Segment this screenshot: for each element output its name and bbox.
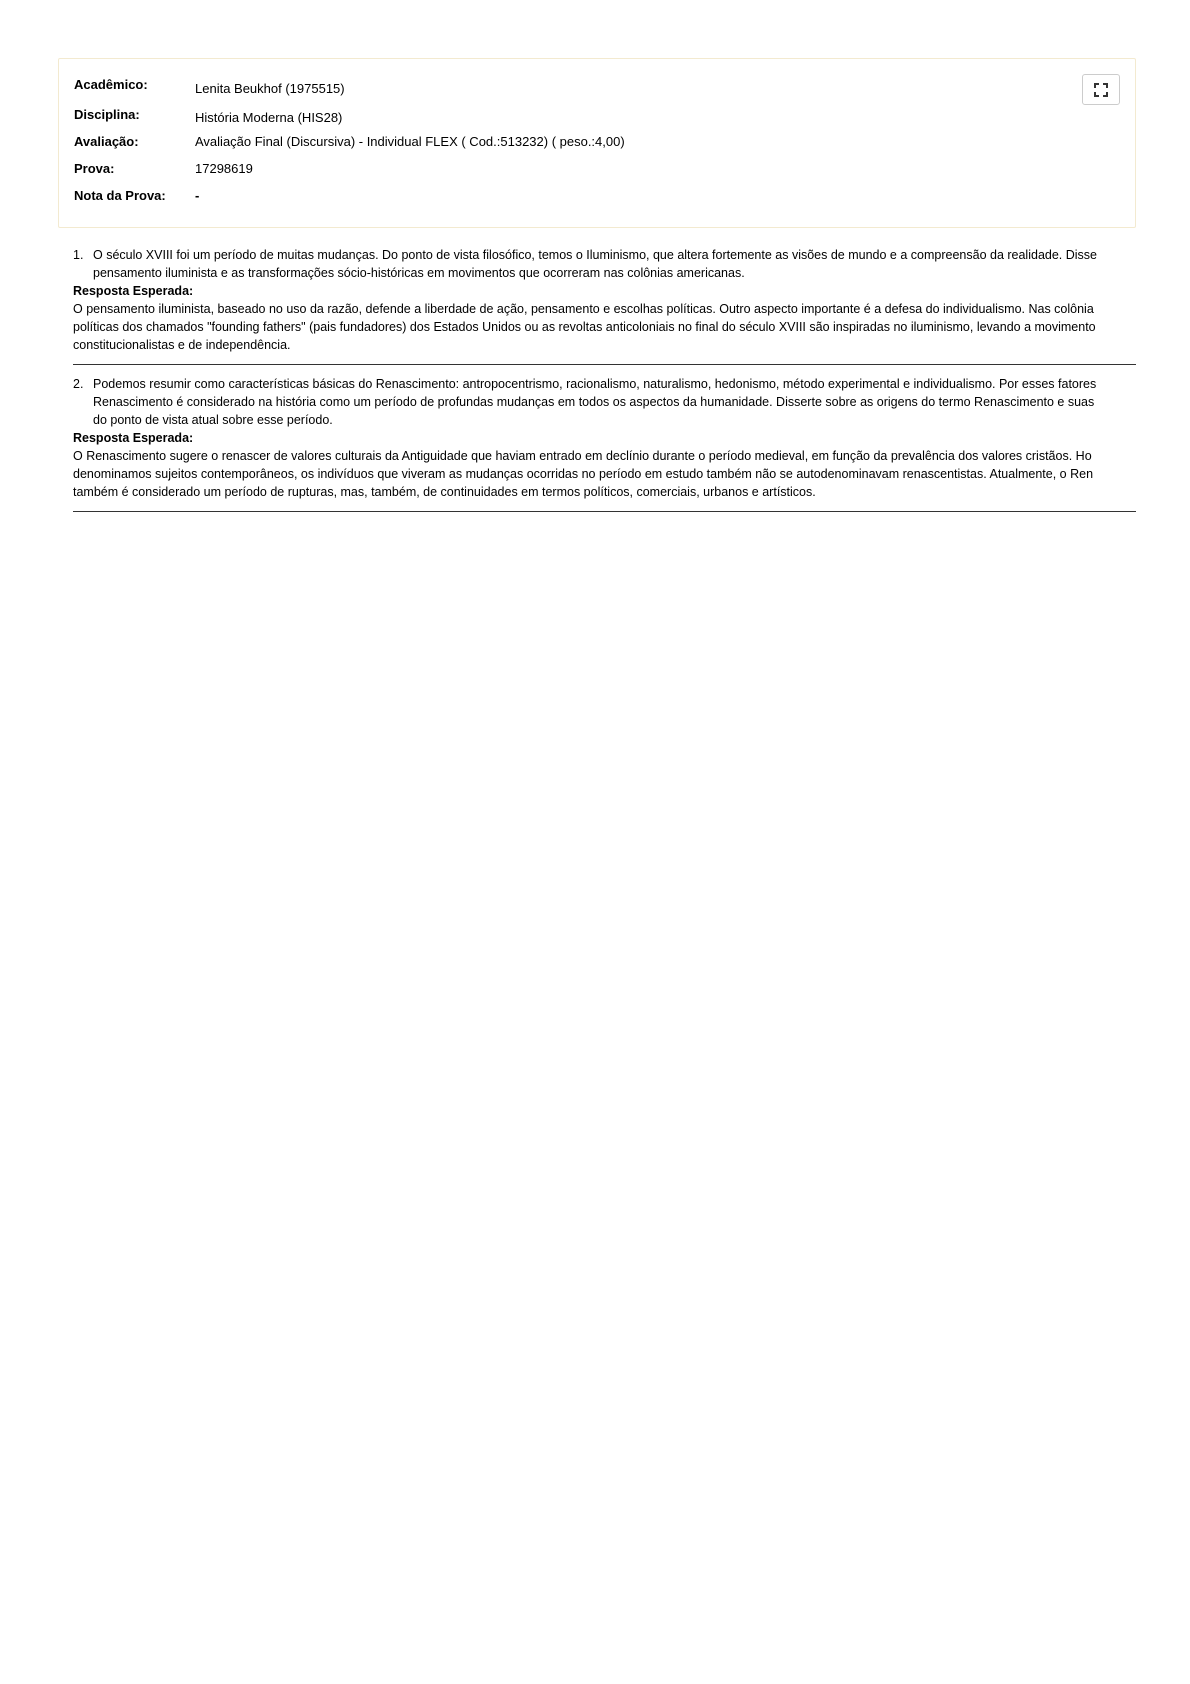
answer-text-line: também é considerado um período de rupturas, mas, também, de continuidades em termos políticos, comerciais, urbanos e artísticos. [73,485,816,499]
question-number: 2. [73,377,84,391]
value-nota: - [195,188,200,203]
answer-text-line: constitucionalistas e de independência. [73,338,291,352]
value-prova: 17298619 [195,161,253,176]
answer-label: Resposta Esperada: [73,431,194,445]
label-avaliacao: Avaliação: [74,134,139,149]
answer-label: Resposta Esperada: [73,284,194,298]
question-2 [73,375,1136,429]
answer-text-line: O pensamento iluminista, baseado no uso da razão, defende a liberdade de ação, pensamento e escolhas políticas. Outro aspecto importante é a defesa do individualismo. Nas colônia [73,302,1094,316]
value-academico: Lenita Beukhof (1975515) [195,81,345,96]
question-divider [73,364,1136,365]
exam-info-panel [58,58,1136,228]
label-prova: Prova: [74,161,115,176]
value-disciplina: História Moderna (HIS28) [195,110,343,125]
question-number: 1. [73,248,84,262]
value-avaliacao: Avaliação Final (Discursiva) - Individual FLEX ( Cod.:513232) ( peso.:4,00) [195,134,625,149]
answer-text [73,447,1136,501]
questions-list [73,246,1136,522]
question-text-line: do ponto de vista atual sobre esse período. [93,413,333,427]
answer-text-line: O Renascimento sugere o renascer de valores culturais da Antiguidade que haviam entrado em declínio durante o período medieval, em função da prevalência dos valores cristãos. Ho [73,449,1092,463]
question-1 [73,246,1136,282]
answer-text-line: políticas dos chamados "founding fathers" (pais fundadores) dos Estados Unidos ou as revoltas anticoloniais no final do século XVIII são inspiradas no iluminismo, levando a movimento [73,320,1096,334]
question-divider [73,511,1136,512]
label-disciplina: Disciplina: [74,107,140,122]
expand-icon [1094,83,1108,97]
question-text-line: O século XVIII foi um período de muitas mudanças. Do ponto de vista filosófico, temos o Iluminismo, que altera fortemente as visões de mundo e a compreensão da realidade. Disse [93,248,1097,262]
question-text-line: Renascimento é considerado na história como um período de profundas mudanças em todos os aspectos da humanidade. Disserte sobre as origens do termo Renascimento e suas [93,395,1095,409]
label-nota: Nota da Prova: [74,188,166,203]
label-academico: Acadêmico: [74,77,148,92]
answer-text-line: denominamos sujeitos contemporâneos, os indivíduos que viveram as mudanças ocorridas no período em estudo também não se autodenominavam renascentistas. Atualmente, o Ren [73,467,1094,481]
answer-text [73,300,1136,354]
expand-button[interactable] [1082,74,1120,105]
question-text-line: Podemos resumir como características básicas do Renascimento: antropocentrismo, racionalismo, naturalismo, hedonismo, método experimental e individualismo. Por esses fatores [93,377,1097,391]
question-text-line: pensamento iluminista e as transformações sócio-históricas em movimentos que ocorreram nas colônias americanas. [93,266,745,280]
